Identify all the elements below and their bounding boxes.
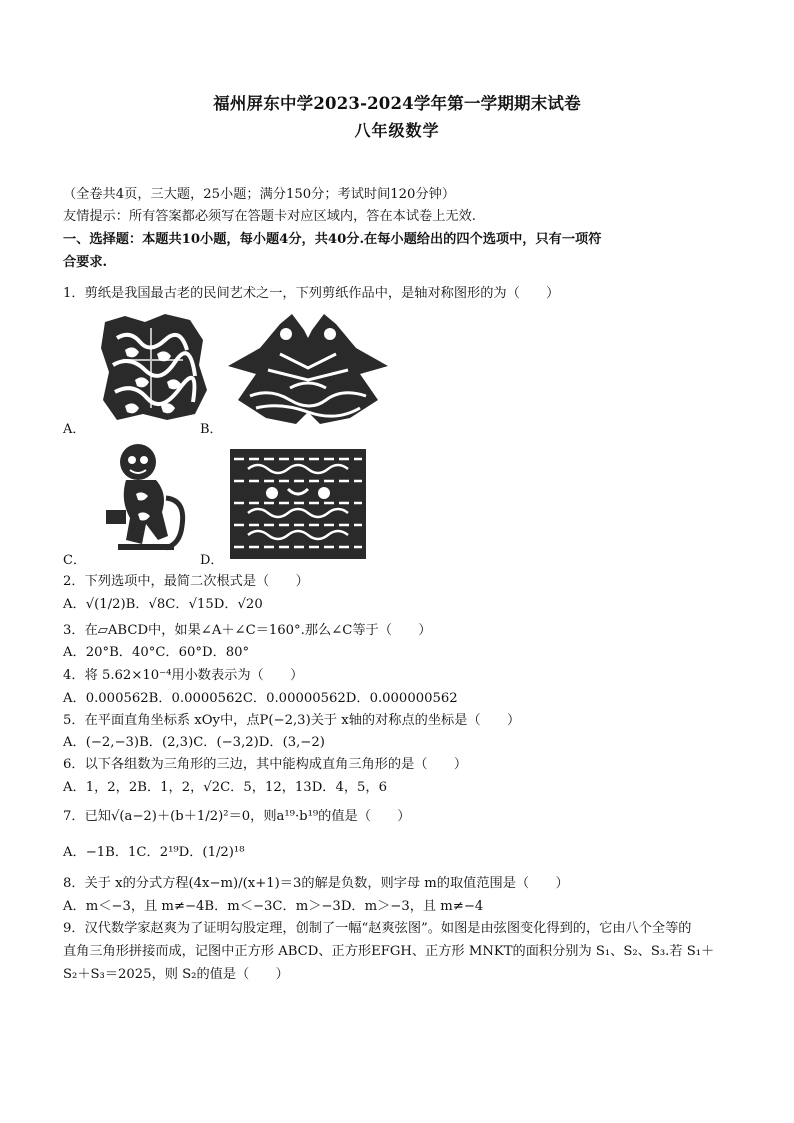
q1-stem: 1．剪纸是我国最古老的民间艺术之一，下列剪纸作品中，是轴对称图形的为（ ） [63,286,560,301]
q8-stem: 8．关于 x的分式方程(4x−m)/(x+1)＝3的解是负数，则字母 m的取值范围是（ ） [63,876,569,891]
exam-info: （全卷共4页，三大题，25小题；满分150分；考试时间120分钟） [63,187,456,202]
q6-stem: 6．以下各组数为三角形的三边，其中能构成直角三角形的是（ ） [63,757,468,772]
q1-option-b-label: B． [200,422,223,437]
q8-options: A．m＜−3，且 m≠−4B．m＜−3C．m＞−3D．m＞−3，且 m≠−4 [63,899,484,914]
q1-option-d-label: D． [200,553,224,568]
q1-option-c-label: C． [63,553,86,568]
q9-stem-line1: 9．汉代数学家赵爽为了证明勾股定理，创制了一幅“赵爽弦图”。如图是由弦图变化得到的，它由八个全等的 [63,921,692,936]
q9-stem-line3: S₂＋S₃＝2025，则 S₂的值是（ ） [63,967,289,982]
q3-stem: 3．在▱ABCD中，如果∠A＋∠C＝160°.那么∠C等于（ ） [63,623,432,638]
q5-options: A．(−2,−3)B．(2,3)C．(−3,2)D．(3,−2) [63,735,325,750]
q2-options: A．√(1/2)B．√8C．√15D．√20 [63,597,263,612]
exam-title: 福州屏东中学2023-2024学年第一学期期末试卷 [213,94,581,113]
exam-subtitle: 八年级数学 [354,121,440,140]
q4-stem: 4．将 5.62×10⁻⁴用小数表示为（ ） [63,668,304,683]
papercut-d-image [228,445,368,567]
q6-options: A．1，2，2B．1，2，√2C．5，12，13D．4，5，6 [63,780,387,795]
q9-stem-line2: 直角三角形拼接而成，记图中正方形 ABCD、正方形EFGH、正方形 MNKT的面积分别为 S₁、S₂、S₃.若 S₁＋ [63,944,715,959]
papercut-b-image [220,308,396,434]
section-heading-2: 合要求. [63,255,108,270]
q4-options: A．0.000562B．0.0000562C．0.00000562D．0.000000562 [63,691,458,706]
q7-options: A．−1B．1C．2¹⁹D．(1/2)¹⁸ [63,845,245,860]
q2-stem: 2．下列选项中，最简二次根式是（ ） [63,574,309,589]
q7-stem: 7．已知√(a−2)＋(b＋1/2)²＝0，则a¹⁹·b¹⁹的值是（ ） [63,809,411,824]
friendly-tip: 友情提示：所有答案都必须写在答题卡对应区域内，答在本试卷上无效. [63,209,477,224]
q5-stem: 5．在平面直角坐标系 xOy中，点P(−2,3)关于 x轴的对称点的坐标是（ ） [63,713,521,728]
papercut-c-image [96,440,196,559]
section-heading-1: 一、选择题：本题共10小题，每小题4分，共40分.在每小题给出的四个选项中，只有一项符 [63,232,602,247]
q1-option-a-label: A． [63,422,86,437]
q3-options: A．20°B．40°C．60°D．80° [63,645,250,660]
papercut-a-image [95,310,213,429]
